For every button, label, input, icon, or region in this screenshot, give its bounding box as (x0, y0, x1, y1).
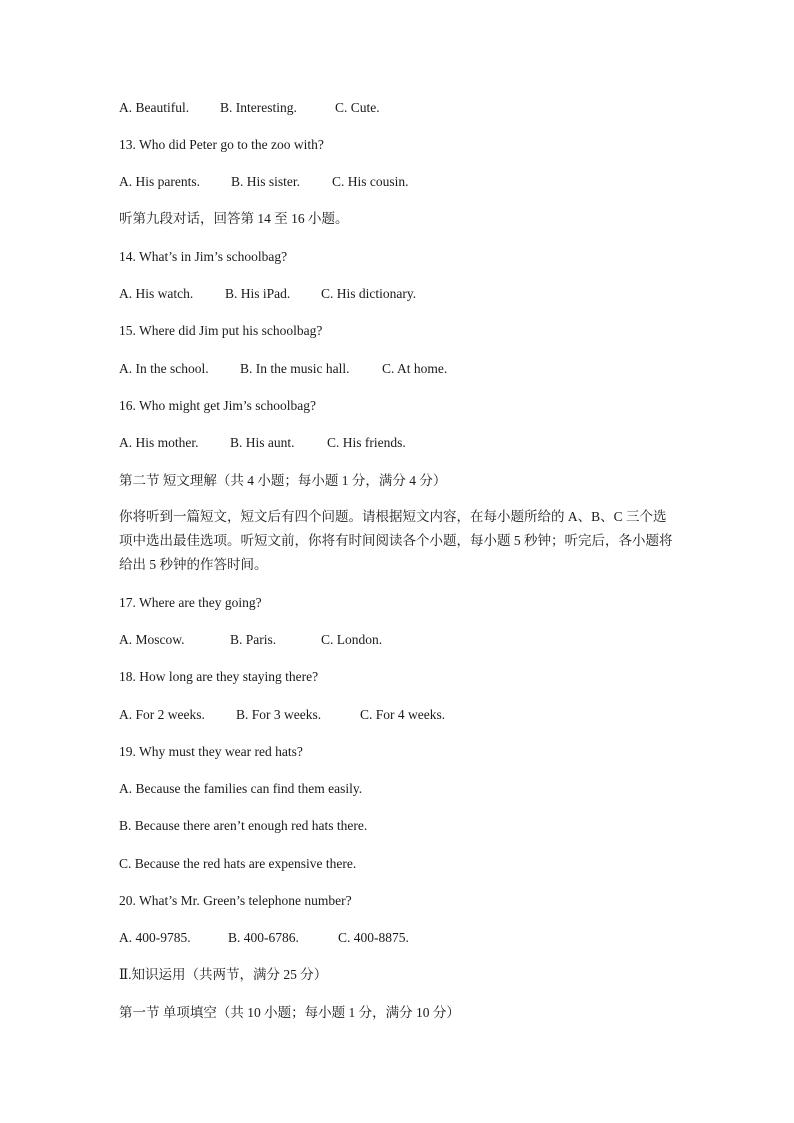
q18-option-a: A. For 2 weeks. (119, 707, 205, 722)
q14-option-a: A. His watch. (119, 286, 194, 301)
q12-options (119, 99, 380, 117)
q13-option-a: A. His parents. (119, 174, 200, 189)
q19-question: 19. Why must they wear red hats? (119, 744, 303, 759)
q16-options (119, 434, 406, 452)
q16-question: 16. Who might get Jim’s schoolbag? (119, 398, 316, 413)
part2-section1-heading: 第一节 单项填空（共 10 小题；每小题 1 分，满分 10 分） (119, 1005, 460, 1020)
q18-option-c: C. For 4 weeks. (360, 707, 446, 722)
q15-option-b: B. In the music hall. (240, 361, 350, 376)
q12-option-b: B. Interesting. (220, 100, 297, 115)
q17-option-a: A. Moscow. (119, 632, 185, 647)
section2-heading: 第二节 短文理解（共 4 小题；每小题 1 分，满分 4 分） (119, 473, 447, 488)
q17-options (119, 631, 382, 649)
section2-instructions: 你将听到一篇短文，短文后有四个问题。请根据短文内容，在每小题所给的 A、B、C 三个选项中选出最佳选项。听短文前，你将有时间阅读各个小题，每小题 5 秒钟；听完后，各小题将给出 5 秒钟的作答时间。 (119, 509, 673, 572)
q13-question: 13. Who did Peter go to the zoo with? (119, 137, 324, 152)
q16-option-c: C. His friends. (327, 435, 406, 450)
q12-option-c: C. Cute. (335, 100, 380, 115)
q14-option-b: B. His iPad. (225, 286, 291, 301)
q19-option-b: B. Because there aren’t enough red hats there. (119, 818, 368, 833)
q20-option-b: B. 400-6786. (228, 930, 299, 945)
q13-option-c: C. His cousin. (332, 174, 409, 189)
q17-question: 17. Where are they going? (119, 595, 262, 610)
q19-option-a: A. Because the families can find them easily. (119, 781, 363, 796)
q17-option-b: B. Paris. (230, 632, 277, 647)
q13-option-b: B. His sister. (231, 174, 301, 189)
q16-option-b: B. His aunt. (230, 435, 295, 450)
q15-option-a: A. In the school. (119, 361, 209, 376)
q20-options (119, 929, 409, 947)
q14-question: 14. What’s in Jim’s schoolbag? (119, 249, 288, 264)
q12-option-a: A. Beautiful. (119, 100, 190, 115)
q20-question: 20. What’s Mr. Green’s telephone number? (119, 893, 352, 908)
q14-option-c: C. His dictionary. (321, 286, 417, 301)
q20-option-a: A. 400-9785. (119, 930, 191, 945)
q17-option-c: C. London. (321, 632, 383, 647)
q18-question: 18. How long are they staying there? (119, 669, 319, 684)
q15-option-c: C. At home. (382, 361, 448, 376)
part2-heading: Ⅱ.知识运用（共两节，满分 25 分） (119, 967, 328, 982)
q14-options (119, 285, 416, 303)
q20-option-c: C. 400-8875. (338, 930, 409, 945)
q18-option-b: B. For 3 weeks. (236, 707, 322, 722)
q15-question: 15. Where did Jim put his schoolbag? (119, 323, 323, 338)
q18-options (119, 706, 445, 724)
q15-options (119, 360, 447, 378)
dialog9-instruction: 听第九段对话，回答第 14 至 16 小题。 (119, 211, 349, 226)
q16-option-a: A. His mother. (119, 435, 199, 450)
q13-options (119, 173, 409, 191)
q19-option-c: C. Because the red hats are expensive there. (119, 856, 357, 871)
